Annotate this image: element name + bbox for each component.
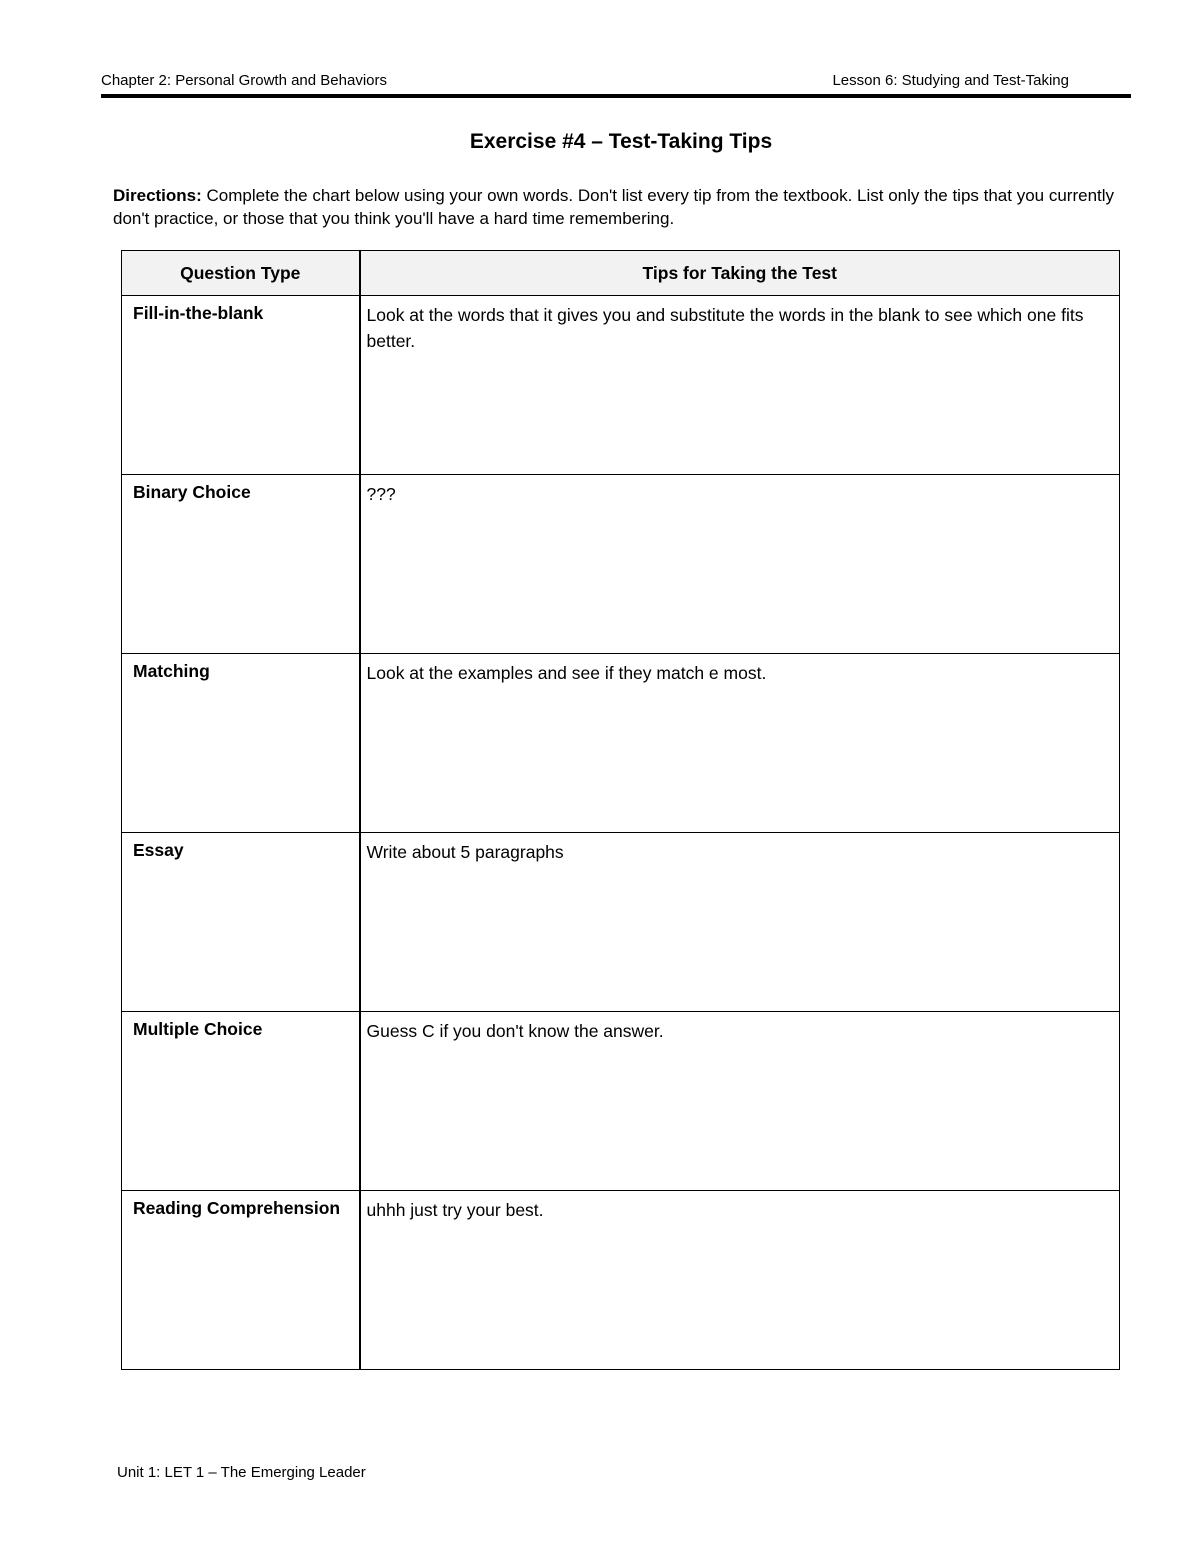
header-tips: Tips for Taking the Test bbox=[360, 251, 1120, 296]
tip-cell[interactable]: uhhh just try your best. bbox=[360, 1191, 1120, 1370]
directions bbox=[113, 184, 1123, 230]
table-row bbox=[122, 296, 1120, 475]
table-header-row bbox=[122, 251, 1120, 296]
page-footer: Unit 1: LET 1 – The Emerging Leader bbox=[117, 1464, 366, 1481]
directions-label: Directions: bbox=[113, 186, 202, 205]
tip-cell[interactable]: Write about 5 paragraphs bbox=[360, 833, 1120, 1012]
tip-cell[interactable]: ??? bbox=[360, 475, 1120, 654]
header-question-type: Question Type bbox=[122, 251, 360, 296]
table-row bbox=[122, 1012, 1120, 1191]
question-type-cell: Essay bbox=[122, 833, 360, 1012]
tips-table bbox=[121, 250, 1120, 1370]
tip-cell[interactable]: Look at the examples and see if they match e most. bbox=[360, 654, 1120, 833]
tip-cell[interactable]: Look at the words that it gives you and substitute the words in the blank to see which one fits better. bbox=[360, 296, 1120, 475]
table-row bbox=[122, 833, 1120, 1012]
question-type-cell: Matching bbox=[122, 654, 360, 833]
tip-cell[interactable]: Guess C if you don't know the answer. bbox=[360, 1012, 1120, 1191]
question-type-cell: Reading Comprehension bbox=[122, 1191, 360, 1370]
directions-text: Complete the chart below using your own words. Don't list every tip from the textbook. List only the tips that you currently don't practice, or those that you think you'll have a hard time remembering. bbox=[113, 186, 1115, 228]
question-type-cell: Fill-in-the-blank bbox=[122, 296, 360, 475]
lesson-label: Lesson 6: Studying and Test-Taking bbox=[832, 72, 1069, 89]
table-row bbox=[122, 654, 1120, 833]
table-row bbox=[122, 1191, 1120, 1370]
page-header bbox=[101, 70, 1131, 98]
chapter-label: Chapter 2: Personal Growth and Behaviors bbox=[101, 72, 387, 89]
question-type-cell: Binary Choice bbox=[122, 475, 360, 654]
table-row bbox=[122, 475, 1120, 654]
question-type-cell: Multiple Choice bbox=[122, 1012, 360, 1191]
page-title: Exercise #4 – Test-Taking Tips bbox=[469, 130, 773, 153]
